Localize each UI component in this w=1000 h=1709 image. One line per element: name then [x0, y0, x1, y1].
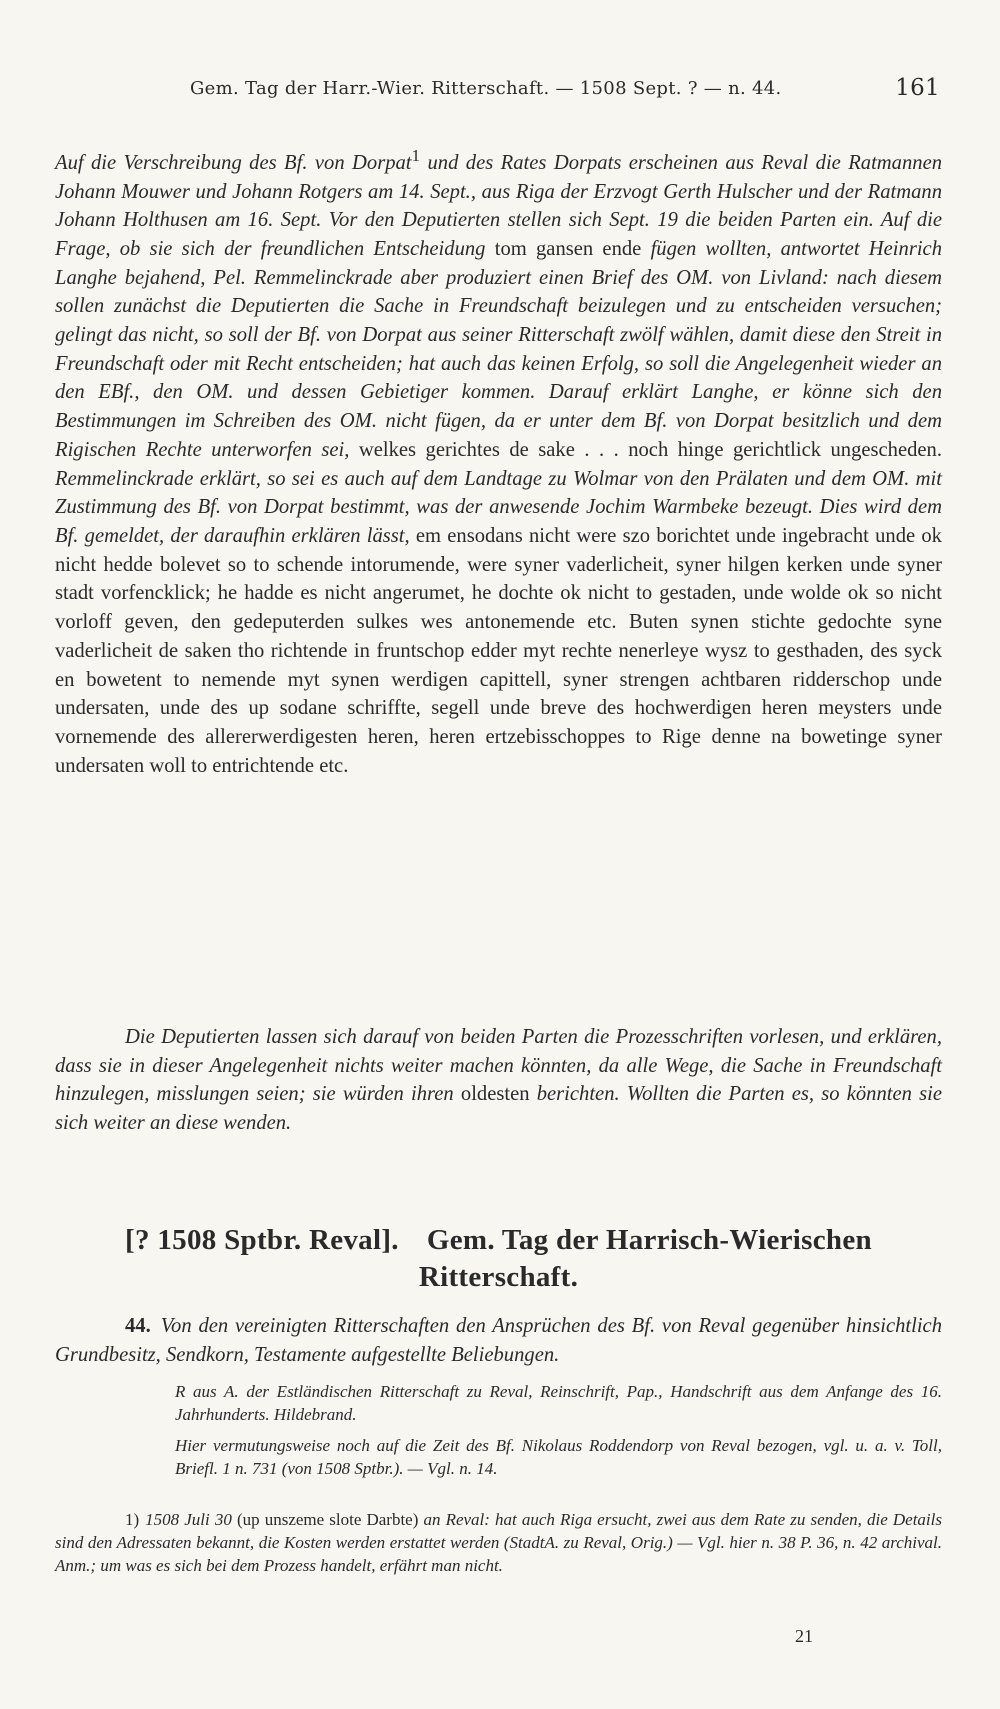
footnote: [55, 1508, 942, 1577]
document-regest: [55, 1312, 942, 1369]
source-note: R aus A. der Estländischen Ritterschaft zu Reval, Reinschrift, Pap., Handschrift aus dem Anfange des 16. Jahrhunderts. Hildebrand.: [175, 1382, 942, 1424]
running-title: Gem. Tag der Harr.-Wier. Ritterschaft. — 1508 Sept. ? — n. 44.: [190, 78, 782, 99]
text-span: Die Deputierten lassen sich darauf von beiden Parten die Prozesschriften vorlesen, und erklären, dass sie in dieser Angelegenheit nichts weiter machen könnten, da alle Wege, die Sache in Freundschaft hinzulegen, misslungen seien; sie würden ihren: [55, 1026, 942, 1106]
paragraph-conclusion: [55, 1023, 942, 1138]
regest-text: Von den vereinigten Ritterschaften den Ansprüchen des Bf. von Reval gegenüber hinsichtlich Grundbesitz, Sendkorn, Testamente aufgestellte Beliebungen.: [55, 1315, 942, 1366]
section-title-line2: Ritterschaft.: [418, 1261, 579, 1293]
footnote-quote: (up unszeme slote Darbte): [236, 1510, 419, 1529]
section-heading: [55, 1222, 942, 1296]
quoted-source-text: tom gansen ende: [494, 237, 642, 260]
text-span: und des Rates Dorpats erscheinen aus Reval die Ratmannen Johann Mouwer und Johann Rotgers am 14. Sept., aus Riga der Erzvogt Gerth Hulscher und der Ratmann Johann Holthusen am 16. Sept. Vor den Deputierten stellen sich Sept. 19 die beiden Parten ein. Auf die Frage, ob sie sich der freundlichen Entscheidung: [55, 151, 943, 260]
text-span: berichten. Wollten die Parten es, so könnten sie sich weiter an diese wenden.: [55, 1083, 942, 1135]
text-span: Auf die Verschreibung des Bf. von Dorpat: [55, 151, 412, 174]
section-title-line1: Gem. Tag der Harrisch-Wierischen: [426, 1224, 872, 1256]
text-span: fügen wollten, antwortet Heinrich Langhe bejahend, Pel. Remmelinckrade aber produziert einen Brief des OM. von Livland: nach diesem sollen zunächst die Deputierten die Sache in Freundschaft beizulegen und zu entscheiden versuchen; gelingt das nicht, so soll der Bf. von Dorpat aus seiner Ritterschaft zwölf wählen, damit diese den Streit in Freundschaft oder mit Recht entscheiden; hat auch das keinen Erfolg, so soll die Angelegenheit wieder an den EBf., den OM. und dessen Gebietiger kommen. Darauf erklärt Langhe, er könne sich den Bestimmungen im Schreiben des OM. nicht fügen, da er unter dem Bf. von Dorpat besitzlich und dem Rigischen Rechte unterworfen sei,: [55, 237, 942, 461]
footnote-marker: 1): [125, 1510, 140, 1529]
quoted-source-text: welkes gerichtes de sake . . . noch hinge gerichtlick ungescheden.: [358, 438, 942, 461]
text-span: Remmelinckrade erklärt, so sei es auch auf dem Landtage zu Wolmar von den Prälaten und dem OM. mit Zustimmung des Bf. von Dorpat bestimmt, was der anwesende Jochim Warmbeke bezeugt. Dies wird dem Bf. gemeldet, der daraufhin erklären lässt,: [55, 467, 942, 547]
page-number: 161: [895, 75, 940, 101]
running-head: [190, 75, 940, 101]
section-date: [? 1508 Sptbr. Reval].: [125, 1224, 399, 1256]
quoted-source-text: em ensodans nicht were szo borichtet unde ingebracht unde ok nicht hedde bolevet so to schende intorumende, were syner vaderlicheit, syner hilgen kerken unde syner stadt vorfencklick; he hadde es nicht angerumet, he dochte ok nicht to gestaden, unde wolde ok so nicht vorloff geven, den gedeputerden sulkes wes antonemende etc. Buten synen stichte gedochte syne vaderlicheit de saken tho richtende in fruntschop edder myt rechte nenerleye wysz to gesthaden, des syck en bowetent to nemende myt synen werdigen capittell, syner strengen achtbaren ridderschop unde undersaten, unde des up sodane schriffte, segell unde breve des hochwerdigen heren meysters unde vornemende des allererwerdigesten heren, heren ertzebisschoppes to Rige denne na bowetinge syner undersaten woll to entrichtende etc.: [55, 525, 942, 777]
footnote-text: 1508 Juli 30: [145, 1510, 237, 1529]
paragraph-proceedings: [55, 142, 942, 780]
footnote-reference: 1: [411, 146, 421, 165]
dating-note: Hier vermutungsweise noch auf die Zeit des Bf. Nikolaus Roddendorp von Reval bezogen, vgl. u. a. v. Toll, Briefl. 1 n. 731 (von 1508 Sptbr.). — Vgl. n. 14.: [175, 1436, 942, 1478]
signature-mark: 21: [795, 1626, 813, 1646]
footnote-text: an Reval: hat auch Riga ersucht, zwei aus dem Rate zu senden, die Details sind den Adressaten bekannt, die Kosten werden erstattet werden (StadtA. zu Reval, Orig.) — Vgl. hier n. 38 P. 36, n. 42 archival. Anm.; um was es sich bei dem Prozess handelt, erfährt man nicht.: [55, 1510, 942, 1575]
document-number: 44.: [125, 1315, 151, 1337]
quoted-source-text: oldesten: [460, 1083, 530, 1106]
